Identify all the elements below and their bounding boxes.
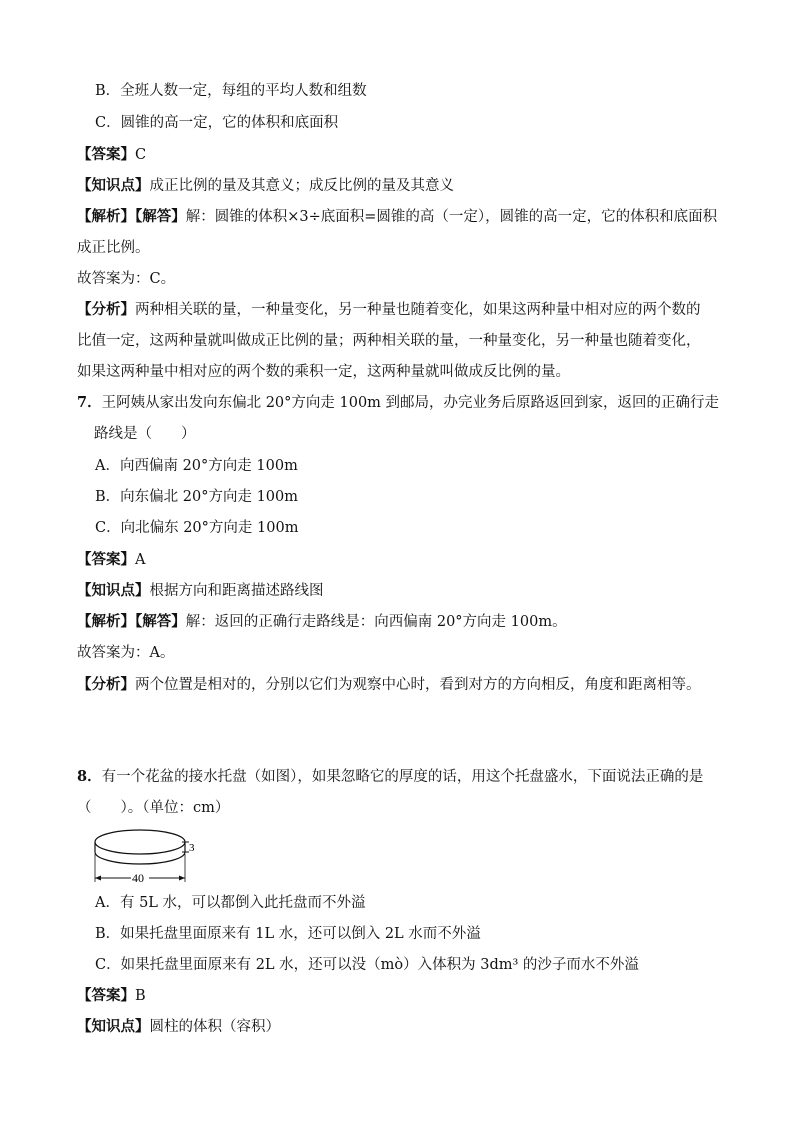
knowledge-text: 根据方向和距离描述路线图 bbox=[149, 583, 324, 599]
q6-fenxi-cont-2: 如果这两种量中相对应的两个数的乘积一定，这两种量就叫做成反比例的量。 bbox=[77, 364, 570, 380]
q6-answer-row bbox=[77, 145, 146, 165]
tray-top-ellipse bbox=[95, 830, 185, 854]
q8-answer-row bbox=[77, 986, 146, 1006]
q7-option-a: A．向西偏南 20°方向走 100m bbox=[95, 458, 298, 474]
q7-option-c: C．向北偏东 20°方向走 100m bbox=[95, 520, 299, 536]
q7-conclusion: 故答案为：A。 bbox=[77, 645, 175, 661]
q8-option-b: B．如果托盘里面原来有 1L 水，还可以倒入 2L 水而不外溢 bbox=[95, 926, 481, 942]
knowledge-tag: 【知识点】 bbox=[77, 1018, 150, 1035]
question-text: 王阿姨从家出发向东偏北 20°方向走 100m 到邮局，办完业务后原路返回到家，返回的正确行走 bbox=[101, 395, 720, 411]
answer-value: B bbox=[135, 988, 146, 1004]
solve-tag: 【解答】 bbox=[135, 208, 186, 225]
knowledge-text: 成正比例的量及其意义；成反比例的量及其意义 bbox=[149, 178, 454, 194]
height-label: 3 bbox=[189, 842, 195, 854]
q8-stem bbox=[77, 767, 703, 787]
question-number: 8． bbox=[77, 768, 102, 785]
q8-knowledge-row bbox=[77, 1017, 280, 1037]
question-text: 有一个花盆的接水托盘（如图），如果忽略它的厚度的话，用这个托盘盛水，下面说法正确的是 bbox=[101, 769, 704, 785]
q8-option-c: C．如果托盘里面原来有 2L 水，还可以没（mò）入体积为 3dm³ 的沙子而水不外溢 bbox=[95, 957, 639, 973]
q6-solution-cont: 成正比例。 bbox=[77, 240, 150, 256]
knowledge-tag: 【知识点】 bbox=[77, 177, 150, 194]
knowledge-tag: 【知识点】 bbox=[77, 582, 150, 599]
analysis-tag: 【解析】 bbox=[77, 613, 135, 630]
diameter-label: 40 bbox=[132, 871, 144, 885]
solve-tag: 【解答】 bbox=[135, 613, 186, 630]
q8-stem-cont: （ ）。（单位：cm） bbox=[77, 800, 230, 816]
answer-tag: 【答案】 bbox=[77, 551, 135, 568]
q6-knowledge-row bbox=[77, 176, 454, 196]
q7-stem-cont: 路线是（ ） bbox=[94, 426, 196, 442]
q6-solution-row bbox=[77, 207, 717, 227]
answer-value: C bbox=[135, 147, 147, 163]
tray-side bbox=[95, 842, 185, 864]
q7-stem bbox=[77, 393, 719, 413]
q7-option-b: B．向东偏北 20°方向走 100m bbox=[95, 489, 298, 505]
q6-conclusion: 故答案为：C。 bbox=[77, 271, 176, 287]
fenxi-text: 两种相关联的量，一种量变化，另一种量也随着变化，如果这两种量中相对应的两个数的 bbox=[135, 302, 701, 318]
q6-fenxi-cont-1: 比值一定，这两种量就叫做成正比例的量；两种相关联的量，一种量变化，另一种量也随着变化， bbox=[77, 333, 701, 349]
fenxi-tag: 【分析】 bbox=[77, 676, 135, 693]
q7-fenxi-row bbox=[77, 675, 701, 695]
answer-value: A bbox=[135, 552, 146, 568]
fenxi-tag: 【分析】 bbox=[77, 301, 135, 318]
fenxi-text: 两个位置是相对的，分别以它们为观察中心时，看到对方的方向相反，角度和距离相等。 bbox=[135, 677, 701, 693]
analysis-tag: 【解析】 bbox=[77, 208, 135, 225]
q6-option-c: C．圆锥的高一定，它的体积和底面积 bbox=[95, 115, 339, 131]
q6-fenxi-row bbox=[77, 300, 701, 320]
tray-figure bbox=[85, 824, 215, 886]
q7-answer-row bbox=[77, 550, 145, 570]
q7-knowledge-row bbox=[77, 581, 324, 601]
q6-option-b: B．全班人数一定，每组的平均人数和组数 bbox=[95, 83, 367, 99]
knowledge-text: 圆柱的体积（容积） bbox=[149, 1019, 280, 1035]
answer-tag: 【答案】 bbox=[77, 146, 135, 163]
answer-tag: 【答案】 bbox=[77, 987, 135, 1004]
q7-solution-row bbox=[77, 612, 567, 632]
q8-option-a: A．有 5L 水，可以都倒入此托盘而不外溢 bbox=[95, 895, 366, 911]
question-number: 7． bbox=[77, 394, 102, 411]
solution-text: 解：圆锥的体积×3÷底面积=圆锥的高（一定），圆锥的高一定，它的体积和底面积 bbox=[185, 209, 718, 225]
solution-text: 解：返回的正确行走路线是：向西偏南 20°方向走 100m。 bbox=[185, 614, 567, 630]
